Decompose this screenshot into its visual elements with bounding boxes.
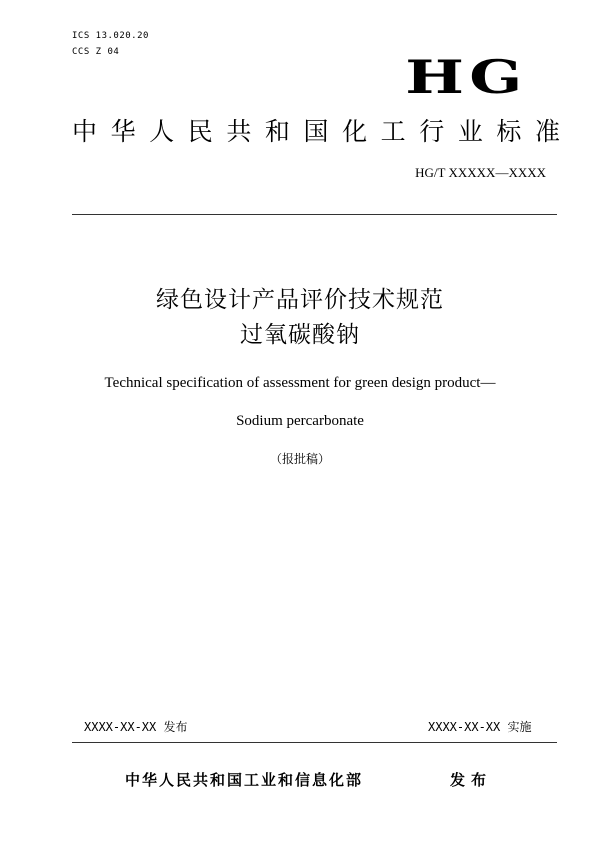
english-title-sub: Sodium percarbonate [236,413,364,429]
implementation-date: XXXX-XX-XX 实施 [428,720,532,734]
document-title-sub: 过氧碳酸钠 [240,322,360,348]
standard-name: 中华人民共和国化工行业标准 [72,117,562,146]
hg-logo: HG [405,50,528,104]
top-divider [72,214,557,215]
issue-date: XXXX-XX-XX 发布 [84,720,188,734]
ccs-code: CCS Z 04 [72,47,120,57]
issued-label: 发布 [450,771,493,789]
document-title-main: 绿色设计产品评价技术规范 [156,287,444,313]
ics-code: ICS 13.020.20 [72,31,149,41]
bottom-divider [72,742,557,743]
draft-status: （报批稿） [269,452,330,466]
english-title-main: Technical specification of assessment for green design product— [104,375,496,391]
issuing-authority: 中华人民共和国工业和信息化部 [125,771,364,789]
standard-code: HG/T XXXXX—XXXX [415,165,546,180]
